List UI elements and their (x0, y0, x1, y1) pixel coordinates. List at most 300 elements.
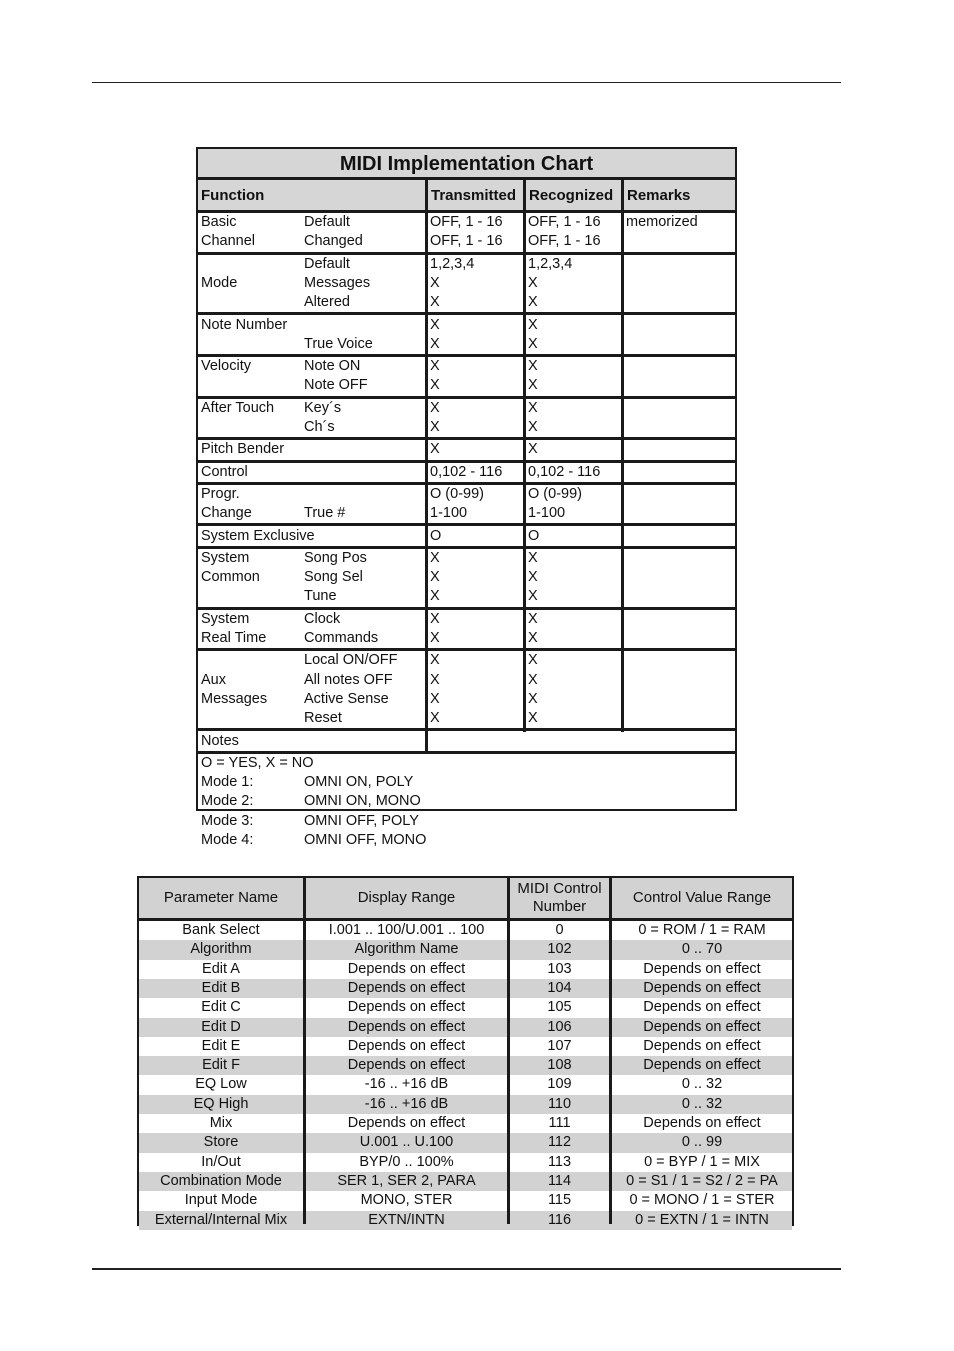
cell-line: Control (201, 463, 248, 480)
function-cell (201, 255, 301, 313)
recognized-cell (528, 440, 623, 459)
cell-line: Mode (201, 274, 238, 291)
remarks-cell (626, 255, 736, 313)
cell-line: X (430, 588, 440, 605)
control-value-range-cell: Depends on effect (643, 1115, 761, 1131)
cell-line: True Voice (304, 335, 373, 352)
cell-line (626, 485, 736, 504)
parameter-name-cell: Bank Select (182, 922, 260, 938)
chart-row (198, 213, 735, 255)
cell-line: X (528, 710, 538, 727)
control-value-range-cell: 0 = MONO / 1 = STER (629, 1192, 775, 1209)
control-value-range-cell: Depends on effect (643, 979, 761, 996)
cell-line: X (528, 629, 538, 646)
parameter-name-cell: Edit A (202, 960, 240, 977)
cell-line: X (528, 549, 538, 566)
midi-control-number-cell: 112 (547, 1134, 572, 1151)
cell-line (626, 274, 736, 293)
midi-control-number-cell: 110 (547, 1095, 572, 1112)
subfunction-cell (304, 213, 424, 252)
function-cell (201, 440, 301, 459)
display-range-cell: -16 .. +16 dB (364, 1095, 449, 1112)
cell-line: 1-100 (430, 505, 468, 522)
cell-line: Song Pos (304, 549, 367, 566)
transmitted-cell (430, 549, 525, 607)
cell-line (626, 316, 736, 335)
note-line (201, 754, 426, 773)
note-key: O = YES, X = NO (201, 754, 314, 771)
display-range-cell: Depends on effect (347, 1018, 466, 1035)
function-cell (201, 485, 301, 524)
cell-line: Default (304, 214, 350, 230)
cell-line: Clock (304, 610, 341, 627)
transmitted-cell (430, 399, 525, 438)
param-table-header (139, 878, 792, 921)
parameter-name-cell: Edit E (201, 1037, 241, 1054)
cell-line: X (430, 710, 440, 727)
display-range-cell: I.001 .. 100/U.001 .. 100 (328, 922, 485, 938)
cell-line: Commands (304, 629, 379, 646)
chart-row (198, 651, 735, 731)
recognized-cell (528, 610, 623, 649)
column-divider (303, 878, 306, 1224)
cell-line: O (528, 527, 540, 544)
cell-line: X (430, 549, 440, 566)
function-cell (201, 357, 301, 396)
cell-line: 1-100 (528, 505, 566, 522)
cell-line: 1,2,3,4 (430, 255, 475, 272)
control-value-range-cell: 0 = S1 / 1 = S2 / 2 = PA (626, 1172, 778, 1189)
cell-line: OFF, 1 - 16 (430, 214, 503, 230)
transmitted-cell (430, 440, 525, 459)
cell-line: Altered (304, 294, 350, 311)
cell-line: O (0-99) (430, 485, 484, 502)
cell-line: 0,102 - 116 (430, 463, 503, 480)
table-row (139, 1133, 792, 1152)
parameter-name-cell: Algorithm (190, 941, 252, 958)
table-row (139, 940, 792, 959)
subfunction-cell (304, 549, 424, 607)
cell-line: Basic (201, 214, 237, 230)
display-range-cell: MONO, STER (360, 1192, 453, 1209)
cell-line: Key´s (304, 399, 342, 416)
cell-line: X (430, 610, 440, 627)
control-value-range-cell: Depends on effect (643, 960, 761, 977)
midi-control-number-cell: 109 (547, 1076, 572, 1093)
parameter-name-cell: EQ High (193, 1095, 249, 1112)
cell-line: After Touch (201, 399, 275, 416)
cell-line: X (528, 274, 538, 291)
chart-row (198, 527, 735, 549)
control-value-range-cell: 0 .. 32 (681, 1095, 723, 1112)
control-value-range-cell: Depends on effect (643, 999, 761, 1016)
col-header-display-range: Display Range (357, 889, 456, 906)
chart-row (198, 463, 735, 485)
cell-line: Note OFF (304, 377, 368, 394)
table-row (139, 1211, 792, 1230)
cell-line: X (430, 569, 440, 586)
note-key: Mode 2: (201, 793, 254, 810)
cell-line: X (430, 294, 440, 311)
cell-line: Local ON/OFF (304, 652, 398, 669)
cell-line: X (430, 671, 440, 688)
cell-line: Active Sense (304, 690, 389, 707)
cell-line: X (528, 418, 538, 435)
cell-line: X (430, 441, 440, 458)
cell-line: Reset (304, 710, 342, 727)
table-row (139, 998, 792, 1017)
cell-line: X (528, 671, 538, 688)
cell-line (626, 255, 736, 274)
remarks-cell (626, 316, 736, 355)
control-value-range-cell: 0 = ROM / 1 = RAM (638, 922, 766, 938)
cell-line: OFF, 1 - 16 (430, 233, 503, 250)
cell-line: System (201, 610, 250, 627)
column-divider (523, 180, 526, 732)
subfunction-cell (304, 440, 424, 459)
col-header-parameter-name: Parameter Name (163, 889, 279, 906)
display-range-cell: EXTN/INTN (368, 1211, 445, 1228)
parameter-name-cell: Input Mode (184, 1192, 258, 1209)
cell-line (626, 232, 736, 251)
cell-line: Progr. (201, 485, 240, 502)
parameter-name-cell: Edit D (201, 1018, 241, 1035)
transmitted-cell (430, 357, 525, 396)
cell-line: memorized (626, 214, 698, 230)
cell-line: X (528, 399, 538, 416)
cell-line: X (430, 335, 440, 352)
parameter-name-cell: Edit C (201, 999, 241, 1016)
header-recognized: Recognized (526, 180, 621, 210)
column-divider (609, 878, 612, 1224)
cell-line: 0,102 - 116 (528, 463, 601, 480)
cell-line (304, 316, 424, 335)
subfunction-cell (304, 463, 424, 482)
transmitted-cell (430, 213, 525, 252)
remarks-cell (626, 440, 736, 459)
cell-line: X (528, 588, 538, 605)
cell-line: X (528, 652, 538, 669)
chart-row (198, 399, 735, 441)
chart-row (198, 549, 735, 610)
recognized-cell (528, 255, 623, 313)
cell-line (626, 651, 736, 670)
cell-line (626, 463, 736, 482)
midi-control-number-cell: 106 (547, 1018, 572, 1035)
cell-line (201, 587, 301, 606)
column-divider (621, 180, 624, 732)
cell-line (201, 293, 301, 312)
remarks-cell (626, 527, 736, 546)
midi-control-number-cell: 0 (555, 922, 564, 938)
cell-line: X (430, 629, 440, 646)
subfunction-cell (304, 485, 424, 524)
remarks-cell (626, 651, 736, 728)
function-cell (201, 316, 301, 355)
cell-line: O (430, 527, 442, 544)
cell-line (201, 376, 301, 395)
control-value-range-cell: Depends on effect (643, 1057, 761, 1074)
midi-control-number-cell: 107 (547, 1037, 572, 1054)
recognized-cell (528, 399, 623, 438)
midi-control-number-cell: 103 (547, 960, 572, 977)
display-range-cell: Depends on effect (347, 1057, 466, 1074)
cell-line: X (528, 690, 538, 707)
midi-control-number-cell: 104 (547, 979, 572, 996)
bottom-rule (92, 1268, 841, 1270)
column-divider (425, 732, 428, 751)
cell-line: Common (201, 569, 260, 586)
cell-line: X (528, 316, 538, 333)
cell-line (626, 357, 736, 376)
note-line (201, 792, 426, 811)
cell-line: All notes OFF (304, 671, 393, 688)
control-value-range-cell: Depends on effect (643, 1037, 761, 1054)
display-range-cell: Depends on effect (347, 1115, 466, 1131)
cell-line (626, 610, 736, 629)
cell-line: OFF, 1 - 16 (528, 214, 601, 230)
cell-line: True # (304, 505, 346, 522)
function-cell (201, 610, 301, 649)
recognized-cell (528, 485, 623, 524)
notes-list (201, 754, 426, 850)
subfunction-cell (304, 316, 424, 355)
transmitted-cell (430, 610, 525, 649)
control-value-range-cell: Depends on effect (643, 1018, 761, 1035)
control-value-range-cell: 0 .. 99 (681, 1134, 723, 1151)
table-row (139, 979, 792, 998)
table-row (139, 960, 792, 979)
remarks-cell (626, 549, 736, 607)
cell-line (626, 568, 736, 587)
cell-line: Tune (304, 588, 337, 605)
header-function: Function (198, 180, 425, 210)
display-range-cell: Depends on effect (347, 960, 466, 977)
cell-line (304, 463, 424, 482)
cell-line (626, 709, 736, 728)
midi-implementation-chart (196, 147, 737, 848)
subfunction-cell (304, 399, 424, 438)
remarks-cell (626, 213, 736, 252)
remarks-cell (626, 399, 736, 438)
cell-line: Velocity (201, 358, 251, 375)
table-row (139, 1095, 792, 1114)
cell-line (201, 709, 301, 728)
remarks-cell (626, 610, 736, 649)
cell-line: O (0-99) (528, 485, 582, 502)
cell-line (626, 690, 736, 709)
function-cell (201, 463, 301, 482)
midi-control-number-cell: 105 (547, 999, 572, 1016)
note-key: Mode 1: (201, 774, 254, 791)
function-cell (201, 213, 301, 252)
parameter-name-cell: Edit F (202, 1057, 240, 1074)
cell-line: Default (304, 255, 350, 272)
cell-line (626, 504, 736, 523)
display-range-cell: Depends on effect (347, 979, 466, 996)
cell-line: Channel (201, 233, 256, 250)
table-row (139, 1172, 792, 1191)
cell-line: X (430, 377, 440, 394)
recognized-cell (528, 549, 623, 607)
cell-line: X (430, 690, 440, 707)
table-row (139, 921, 792, 940)
cell-line: OFF, 1 - 16 (528, 233, 601, 250)
cell-line: X (430, 652, 440, 669)
midi-control-number-cell: 113 (547, 1153, 572, 1170)
subfunction-cell (304, 651, 424, 728)
cell-line (626, 549, 736, 568)
note-value: OMNI OFF, POLY (304, 812, 419, 829)
parameter-name-cell: In/Out (201, 1153, 241, 1170)
remarks-cell (626, 463, 736, 482)
cell-line (626, 629, 736, 648)
cell-line: X (430, 358, 440, 375)
cell-line (626, 418, 736, 437)
parameter-name-cell: Mix (209, 1115, 233, 1131)
cell-line: Song Sel (304, 569, 363, 586)
cell-line: X (430, 316, 440, 333)
parameter-name-cell: EQ Low (195, 1076, 247, 1093)
note-value: OMNI ON, MONO (304, 793, 421, 810)
cell-line (626, 440, 736, 459)
parameter-name-cell: Edit B (201, 979, 241, 996)
chart-row (198, 485, 735, 527)
transmitted-cell (430, 651, 525, 728)
function-cell (201, 399, 301, 438)
header-transmitted: Transmitted (428, 180, 523, 210)
midi-control-number-cell: 116 (547, 1211, 572, 1228)
note-key: Mode 4: (201, 831, 254, 848)
function-cell (201, 527, 315, 546)
cell-line (626, 587, 736, 606)
cell-line: System Exclusive (201, 527, 315, 544)
cell-line (626, 671, 736, 690)
chart-row (198, 357, 735, 399)
cell-line (304, 527, 424, 546)
display-range-cell: Algorithm Name (354, 941, 459, 958)
transmitted-cell (430, 527, 525, 546)
note-value: OMNI OFF, MONO (304, 831, 427, 848)
parameter-name-cell: Combination Mode (160, 1172, 282, 1189)
chart-row (198, 610, 735, 652)
display-range-cell: -16 .. +16 dB (364, 1076, 449, 1093)
note-line (201, 831, 426, 850)
cell-line (626, 293, 736, 312)
control-value-range-cell: 0 .. 70 (681, 941, 723, 958)
cell-line: Messages (201, 690, 268, 707)
cell-line (626, 399, 736, 418)
cell-line: X (528, 377, 538, 394)
chart-title: MIDI Implementation Chart (198, 149, 735, 180)
cell-line: System (201, 549, 250, 566)
recognized-cell (528, 316, 623, 355)
cell-line: X (430, 274, 440, 291)
cell-line: X (528, 335, 538, 352)
recognized-cell (528, 213, 623, 252)
subfunction-cell (304, 255, 424, 313)
cell-line: Note Number (201, 316, 288, 333)
cell-line (304, 485, 424, 504)
cell-line: Change (201, 505, 252, 522)
parameter-name-cell: External/Internal Mix (154, 1211, 288, 1228)
notes-label: Notes (201, 732, 239, 749)
note-line (201, 812, 426, 831)
cell-line (201, 418, 301, 437)
table-row (139, 1037, 792, 1056)
parameter-name-cell: Store (203, 1134, 239, 1151)
remarks-cell (626, 357, 736, 396)
cell-line (201, 335, 301, 354)
cell-line (201, 651, 301, 670)
cell-line: Ch´s (304, 418, 335, 435)
chart-row (198, 316, 735, 358)
chart-row (198, 255, 735, 316)
midi-control-number-cell: 111 (548, 1115, 571, 1131)
cell-line: X (528, 358, 538, 375)
midi-control-number-cell: 102 (547, 941, 572, 958)
transmitted-cell (430, 255, 525, 313)
cell-line: Changed (304, 233, 363, 250)
cell-line: X (528, 569, 538, 586)
display-range-cell: U.001 .. U.100 (359, 1134, 454, 1151)
function-cell (201, 549, 301, 607)
control-value-range-cell: 0 = BYP / 1 = MIX (644, 1153, 760, 1170)
control-value-range-cell: 0 .. 32 (681, 1076, 723, 1093)
cell-line: X (430, 399, 440, 416)
subfunction-cell (304, 610, 424, 649)
top-rule (92, 82, 841, 83)
cell-line (201, 255, 301, 274)
note-key: Mode 3: (201, 812, 254, 829)
remarks-cell (626, 485, 736, 524)
transmitted-cell (430, 463, 525, 482)
parameter-table (137, 876, 794, 1226)
recognized-cell (528, 463, 623, 482)
display-range-cell: Depends on effect (347, 999, 466, 1016)
cell-line (626, 527, 736, 546)
cell-line: Messages (304, 274, 371, 291)
column-divider (425, 180, 428, 732)
recognized-cell (528, 527, 623, 546)
note-line (201, 773, 426, 792)
col-header-midi-control-number: MIDI Control Number (517, 880, 602, 915)
control-value-range-cell: 0 = EXTN / 1 = INTN (635, 1211, 769, 1228)
midi-control-number-cell: 108 (547, 1057, 572, 1074)
header-remarks: Remarks (624, 180, 735, 210)
cell-line (626, 376, 736, 395)
recognized-cell (528, 651, 623, 728)
display-range-cell: SER 1, SER 2, PARA (337, 1172, 476, 1189)
transmitted-cell (430, 316, 525, 355)
cell-line: 1,2,3,4 (528, 255, 573, 272)
column-divider (507, 878, 510, 1224)
note-value: OMNI ON, POLY (304, 774, 414, 791)
cell-line (626, 335, 736, 354)
table-row (139, 1153, 792, 1172)
table-row (139, 1114, 792, 1133)
table-row (139, 1056, 792, 1075)
chart-row (198, 440, 735, 462)
table-row (139, 1075, 792, 1094)
display-range-cell: BYP/0 .. 100% (359, 1153, 454, 1170)
cell-line: Note ON (304, 358, 361, 375)
transmitted-cell (430, 485, 525, 524)
function-cell (201, 651, 301, 728)
subfunction-cell (304, 357, 424, 396)
cell-line (304, 440, 424, 459)
midi-control-number-cell: 115 (547, 1192, 572, 1209)
